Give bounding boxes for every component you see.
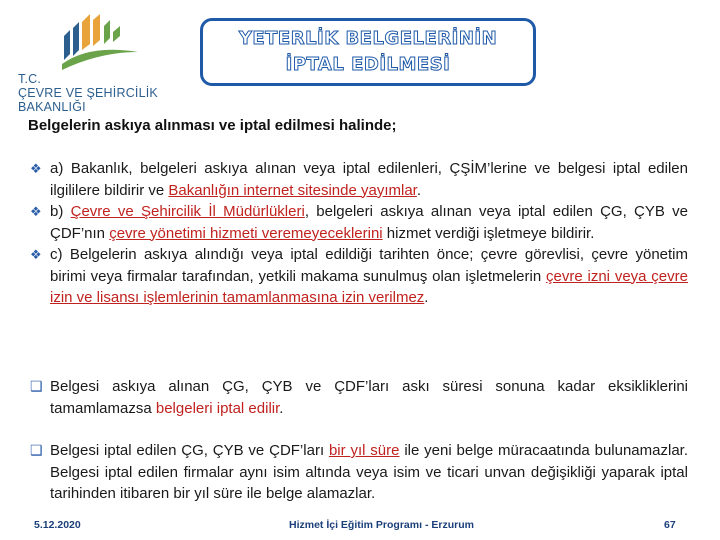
item-b-text: b) <box>50 203 71 220</box>
list-item-suspended <box>30 376 688 419</box>
square-bullet-icon: ❑ <box>30 442 43 458</box>
list-item-b <box>30 201 688 244</box>
square-bullet-icon: ❑ <box>30 378 43 394</box>
ministry-name-line3: BAKANLIĞI <box>18 100 86 114</box>
list-item-a <box>30 158 688 201</box>
ministry-name-line1: T.C. <box>18 72 42 86</box>
list-item-cancelled <box>30 440 688 505</box>
slide-title <box>200 18 536 86</box>
item-c-end: . <box>424 289 429 306</box>
square-item-1-end: . <box>279 399 284 417</box>
item-b-text-2: , belgeleri askıya alınan veya iptal edilen ÇG, ÇYB ve ÇDF’nın <box>50 203 688 242</box>
slide-title-line1: YETERLİK BELGELERİNİN <box>238 28 498 49</box>
square-item-1-text: Belgesi askıya alınan ÇG, ÇYB ve ÇDF’ları askı süresi sonuna kadar eksikliklerini tamamlamazsa <box>50 378 688 417</box>
diamond-bullet-icon: ❖ <box>30 247 42 262</box>
diamond-bullet-icon: ❖ <box>30 161 42 176</box>
square-item-1-highlight: belgeleri iptal edilir <box>155 399 280 417</box>
ministry-name-line2: ÇEVRE VE ŞEHİRCİLİK <box>18 86 158 100</box>
square-item-2-highlight: bir yıl süre <box>328 442 400 459</box>
ministry-logo <box>8 14 158 114</box>
ministry-name <box>18 72 158 114</box>
item-a-text: a) Bakanlık, belgeleri askıya alınan veya iptal edilenleri, ÇŞİM’lerine ve belgesi iptal edilen ilgililere bildirir ve <box>50 160 688 199</box>
section-heading: Belgelerin askıya alınması ve iptal edilmesi halinde; <box>28 117 397 134</box>
item-b-highlight-2: çevre yönetimi hizmeti veremeyeceklerini <box>109 224 383 242</box>
square-item-2 <box>30 440 688 505</box>
diamond-list <box>30 158 688 309</box>
item-b-end: hizmet verdiği işletmeye bildirir. <box>382 224 595 242</box>
footer-center: Hizmet İçi Eğitim Programı - Erzurum <box>289 519 474 531</box>
item-a-end: . <box>416 181 422 199</box>
item-c-text: c) Belgelerin askıya alındığı veya iptal edildiği tarihten önce; çevre görevlisi, çevre yönetim birimi veya firmalar tarafından, yetkili makama sunulmuş olan işletmelerin <box>50 246 688 285</box>
footer-page-number: 67 <box>664 519 676 531</box>
footer-date: 5.12.2020 <box>34 519 81 531</box>
slide-title-line2: İPTAL EDİLMESİ <box>285 54 451 75</box>
item-b-highlight-1: Çevre ve Şehircilik İl Müdürlükleri <box>70 203 305 220</box>
logo-mark-icon <box>60 14 140 74</box>
item-c-highlight: çevre izni veya çevre izin ve lisansı işlemlerinin tamamlanmasına izin verilmez <box>50 267 688 306</box>
square-item-1 <box>30 376 688 419</box>
diamond-bullet-icon: ❖ <box>30 204 42 219</box>
list-item-c <box>30 244 688 309</box>
square-item-2-text: Belgesi iptal edilen ÇG, ÇYB ve ÇDF’ları <box>50 442 329 459</box>
square-item-2-end: ile yeni belge müracaatında bulunamazlar. Belgesi iptal edilen firmalar aynı isim altında veya isim ve ticari unvan değişikliği yaparak iptal tarihinden itibaren bir yıl süre ile belge alamazlar. <box>50 442 688 502</box>
item-a-highlight: Bakanlığın internet sitesinde yayımlar <box>168 181 417 199</box>
